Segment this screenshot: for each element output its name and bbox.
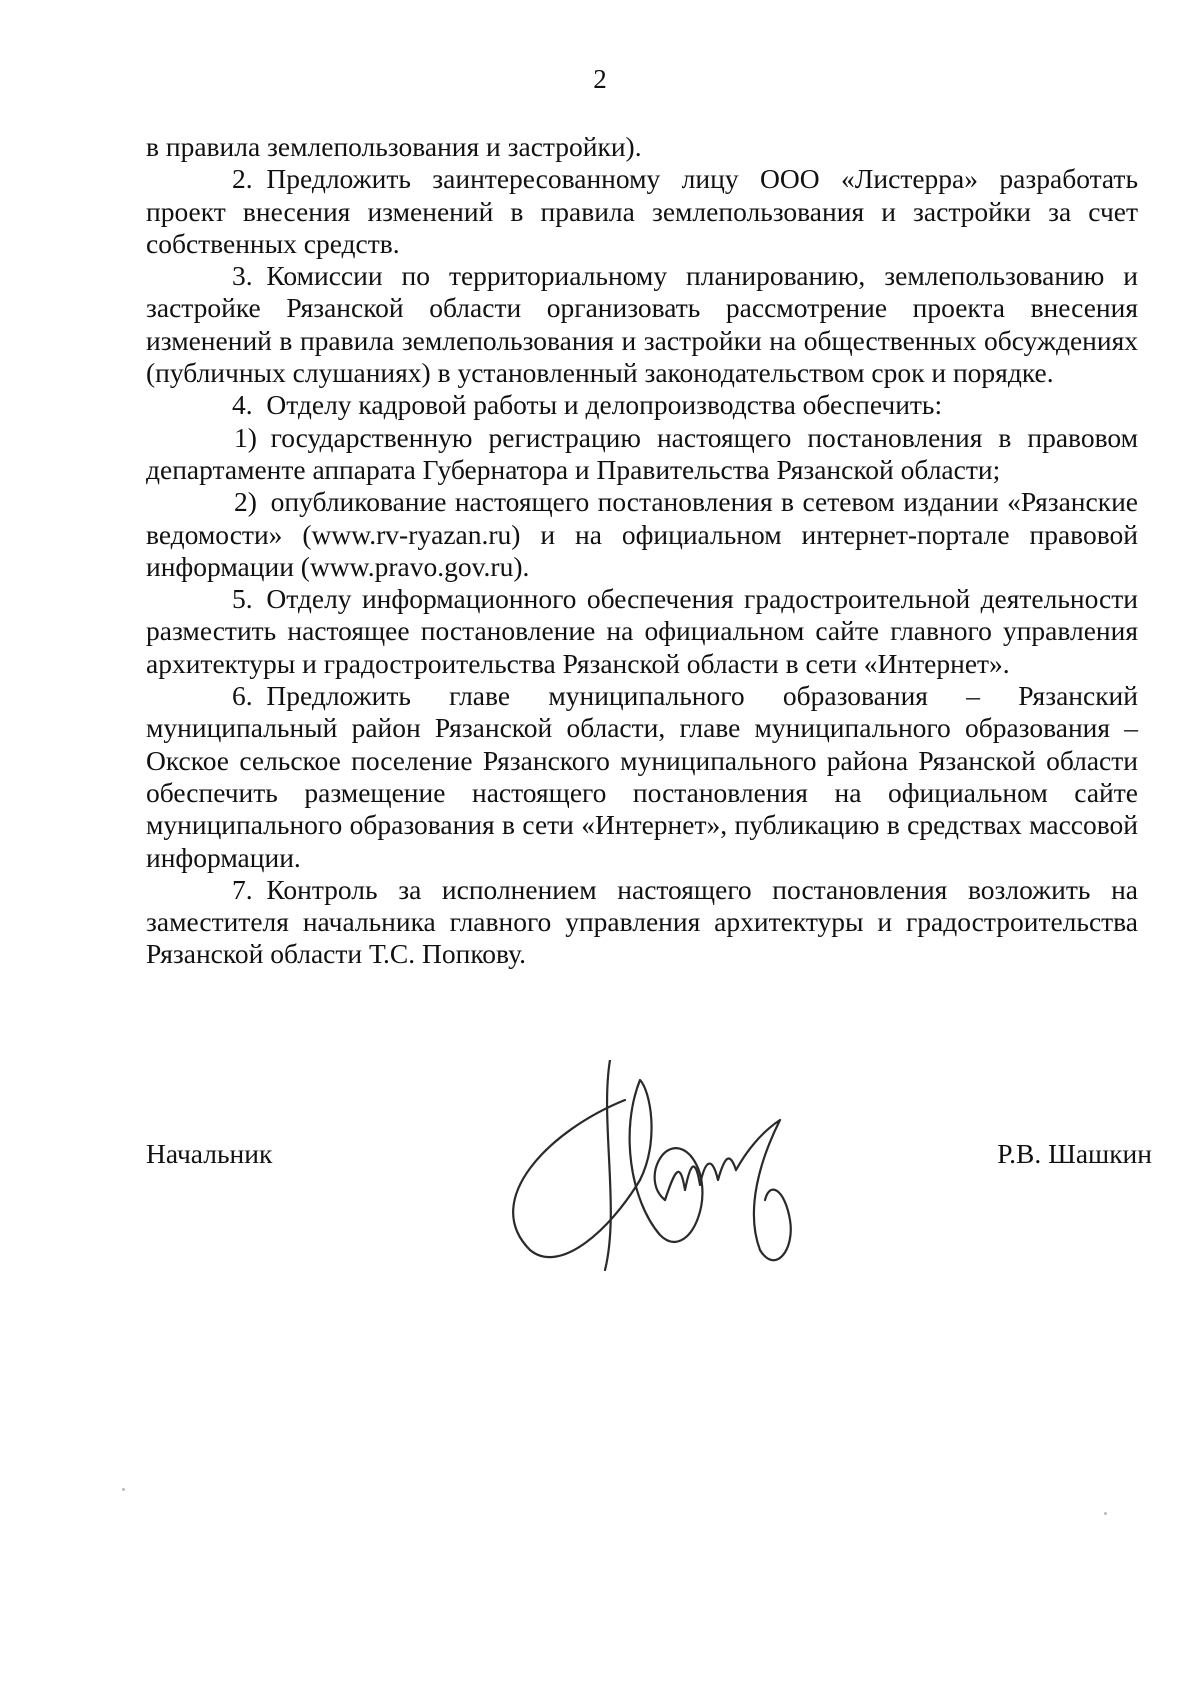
page-number: 2	[593, 64, 607, 94]
paragraph-item-4: 4. Отделу кадровой работы и делопроизводства обеспечить:	[232, 389, 943, 421]
document-body	[146, 131, 1138, 971]
paragraph-item-6: 6. Предложить главе муниципального образования – Рязанский муниципальный район Рязанской области, главе муниципального образования – Окское сельское поселение Рязанского муниципального района Рязанской области обеспечить размещение настоящего постановления на официальном сайте муниципального образования в сети «Интернет», публикацию в средствах массовой информации.	[146, 680, 1138, 873]
paragraph-subitem-2: 2) опубликование настоящего постановления в сетевом издании «Рязанские ведомости» (www.rv-ryazan.ru) и на официальном интернет-портале правовой информации (www.pravo.gov.ru).	[146, 486, 1138, 582]
handwritten-signature	[490, 1060, 850, 1280]
scan-speck	[1104, 1512, 1107, 1515]
paragraph-continuation: в правила землепользования и застройки).	[146, 131, 642, 162]
paragraph-item-2: 2. Предложить заинтересованному лицу ООО «Листерра» разработать проект внесения изменений в правила землепользования и застройки за счет собственных средств.	[146, 163, 1138, 259]
paragraph-item-3: 3. Комиссии по территориальному планированию, землепользованию и застройке Рязанской области организовать рассмотрение проекта внесения изменений в правила землепользования и застройки на общественных обсуждениях (публичных слушаниях) в установленный законодательством срок и порядке.	[146, 260, 1138, 389]
signatory-name: Р.В. Шашкин	[997, 1138, 1152, 1169]
paragraph-item-7: 7. Контроль за исполнением настоящего постановления возложить на заместителя начальника главного управления архитектуры и градостроительства Рязанской области Т.С. Попкову.	[146, 873, 1138, 970]
paragraph-item-5: 5. Отделу информационного обеспечения градостроительной деятельности разместить настоящее постановление на официальном сайте главного управления архитектуры и градостроительства Рязанской области в сети «Интернет».	[146, 583, 1138, 679]
signatory-position: Начальник	[146, 1138, 273, 1169]
paragraph-subitem-1: 1) государственную регистрацию настоящего постановления в правовом департаменте аппарата Губернатора и Правительства Рязанской области;	[146, 421, 1138, 485]
scan-speck	[122, 1488, 125, 1491]
